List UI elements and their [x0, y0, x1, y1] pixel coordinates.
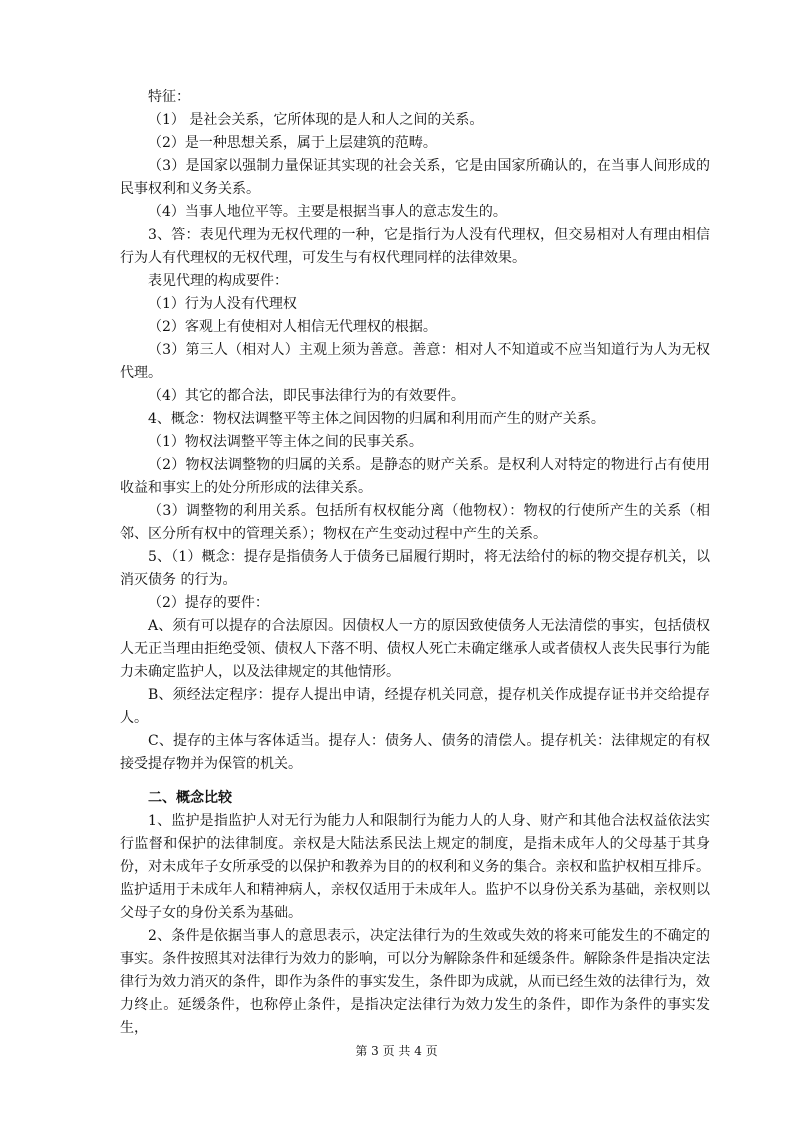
- paragraph: 3、答：表见代理为无权代理的一种，它是指行为人没有代理权，但交易相对人有理由相信行为人有代理权的无权代理，可发生与有权代理同样的法律效果。: [120, 227, 710, 266]
- paragraph: （1）物权法调整平等主体之间的民事关系。: [148, 434, 423, 450]
- paragraph: （4）其它的都合法，即民事法律行为的有效要件。: [148, 388, 465, 404]
- paragraph: （2）物权法调整物的归属的关系。是静态的财产关系。是权利人对特定的物进行占有使用收益和事实上的处分所形成的法律关系。: [120, 457, 710, 496]
- paragraph: A、须有可以提存的合法原因。因债权人一方的原因致使债务人无法清偿的事实，包括债权人无正当理由拒绝受领、债权人下落不明、债权人死亡未确定继承人或者债权人丧失民事行为能力未确定监护人，以及法律规定的其他情形。: [120, 618, 710, 680]
- paragraph: （2）提存的要件：: [148, 595, 269, 611]
- paragraph: 2、条件是依据当事人的意思表示，决定法律行为的生效或失效的将来可能发生的不确定的事实。条件按照其对法律行为效力的影响，可以分为解除条件和延缓条件。解除条件是指决定法律行为效力消灭的条件，即作为条件的事实发生，条件即为成就，从而已经生效的法律行为，效力终止。延缓条件，也称停止条件，是指决定法律行为效力发生的条件，即作为条件的事实发生，: [120, 928, 710, 1036]
- paragraph: （1） 是社会关系，它所体现的是人和人之间的关系。: [148, 112, 484, 128]
- paragraph: （4）当事人地位平等。主要是根据当事人的意志发生的。: [148, 204, 507, 220]
- paragraph: （2）是一种思想关系，属于上层建筑的范畴。: [148, 135, 437, 151]
- paragraph: 特征：: [148, 89, 190, 105]
- paragraph: 5、（1）概念：提存是指债务人于债务已届履行期时，将无法给付的标的物交提存机关，以消灭债务 的行为。: [120, 549, 710, 588]
- paragraph: C、提存的主体与客体适当。提存人：债务人、债务的清偿人。提存机关：法律规定的有权接受提存物并为保管的机关。: [120, 733, 710, 772]
- paragraph: （3）是国家以强制力量保证其实现的社会关系，它是由国家所确认的，在当事人间形成的民事权利和义务关系。: [120, 158, 710, 197]
- paragraph: 4、概念：物权法调整平等主体之间因物的归属和利用而产生的财产关系。: [148, 411, 605, 427]
- paragraph: （1）行为人没有代理权: [148, 296, 297, 312]
- page-footer: 第 3 页 共 4 页: [355, 1044, 438, 1058]
- paragraph: B、须经法定程序：提存人提出申请，经提存机关同意，提存机关作成提存证书并交给提存人。: [120, 687, 710, 726]
- paragraph: （3）调整物的利用关系。包括所有权权能分离（他物权）：物权的行使所产生的关系（相邻、区分所有权中的管理关系）；物权在产生变动过程中产生的关系。: [120, 503, 710, 542]
- paragraph: （3）第三人（相对人）主观上须为善意。善意：相对人不知道或不应当知道行为人为无权代理。: [120, 342, 710, 381]
- paragraph: （2）客观上有使相对人相信无代理权的根据。: [148, 319, 437, 335]
- document-body: [120, 86, 710, 1040]
- paragraph: 表见代理的构成要件：: [148, 273, 288, 289]
- section-heading: 二、概念比较: [148, 790, 232, 806]
- paragraph: 1、监护是指监护人对无行为能力人和限制行为能力人的人身、财产和其他合法权益依法实行监督和保护的法律制度。亲权是大陆法系民法上规定的制度，是指未成年人的父母基于其身份，对未成年子女所承受的以保护和教养为目的的权利和义务的集合。亲权和监护权相互排斥。监护适用于未成年人和精神病人，亲权仅适用于未成年人。监护不以身份关系为基础，亲权则以父母子女的身份关系为基础。: [120, 813, 710, 921]
